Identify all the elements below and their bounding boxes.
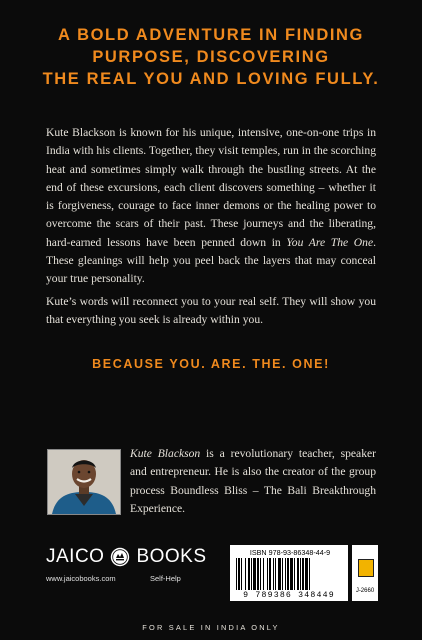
description-paragraph-2: Kute’s words will reconnect you to your real self. They will show you that everything you seek is already within you.	[46, 295, 376, 327]
tagline: BECAUSE YOU. ARE. THE. ONE!	[92, 357, 330, 371]
barcode-bars	[236, 558, 342, 590]
description-text-part-2: . These gleanings will help you peel back the layers that may conceal your true personality.	[46, 235, 377, 286]
author-photo	[47, 449, 121, 515]
description-paragraph-1	[46, 124, 376, 289]
publisher-name-right: BOOKS	[136, 546, 207, 567]
publisher-emblem-icon	[110, 547, 130, 567]
book-category: Self-Help	[150, 574, 181, 583]
barcode-digits: 9 789386 348449	[243, 591, 335, 600]
description-text-part-1: Kute Blackson is known for his unique, intensive, one-on-one trips in India with his clients. Together, they visit temples, run in the scorching heat and sometimes simply walk through the bustling streets. At the end of these excursions, each client discovers something – whether it is forgiveness, courage to face inner demons or the healing power to overcome the scars of their past. These journeys and the liberating, hard-earned lessons have been penned down in	[46, 126, 376, 249]
price-box	[352, 545, 378, 601]
headline	[0, 24, 422, 90]
book-title: You Are The One	[286, 235, 374, 249]
author-name: Kute Blackson	[130, 447, 201, 460]
isbn-number: ISBN 978-93-86348-44-9	[249, 548, 331, 557]
headline-line-3: THE REAL YOU AND LOVING FULLY.	[42, 70, 380, 88]
publisher-website: www.jaicobooks.com	[46, 574, 116, 583]
barcode-box	[230, 545, 348, 601]
headline-line-1: A BOLD ADVENTURE IN FINDING	[58, 26, 364, 44]
publisher-mini-logo-icon	[358, 559, 374, 577]
author-bio	[130, 445, 376, 518]
author-bio-text: is a revolutionary teacher, speaker and entrepreneur. He is also the creator of the group process Boundless Bliss – The Bali Breakthrough Experience.	[130, 447, 376, 515]
book-code: J-2660	[355, 588, 375, 594]
publisher-name-left: JAICO	[46, 546, 105, 567]
footer-sale-notice: FOR SALE IN INDIA ONLY	[142, 623, 280, 632]
publisher-logo	[46, 545, 207, 569]
headline-line-2: PURPOSE, DISCOVERING	[92, 48, 330, 66]
